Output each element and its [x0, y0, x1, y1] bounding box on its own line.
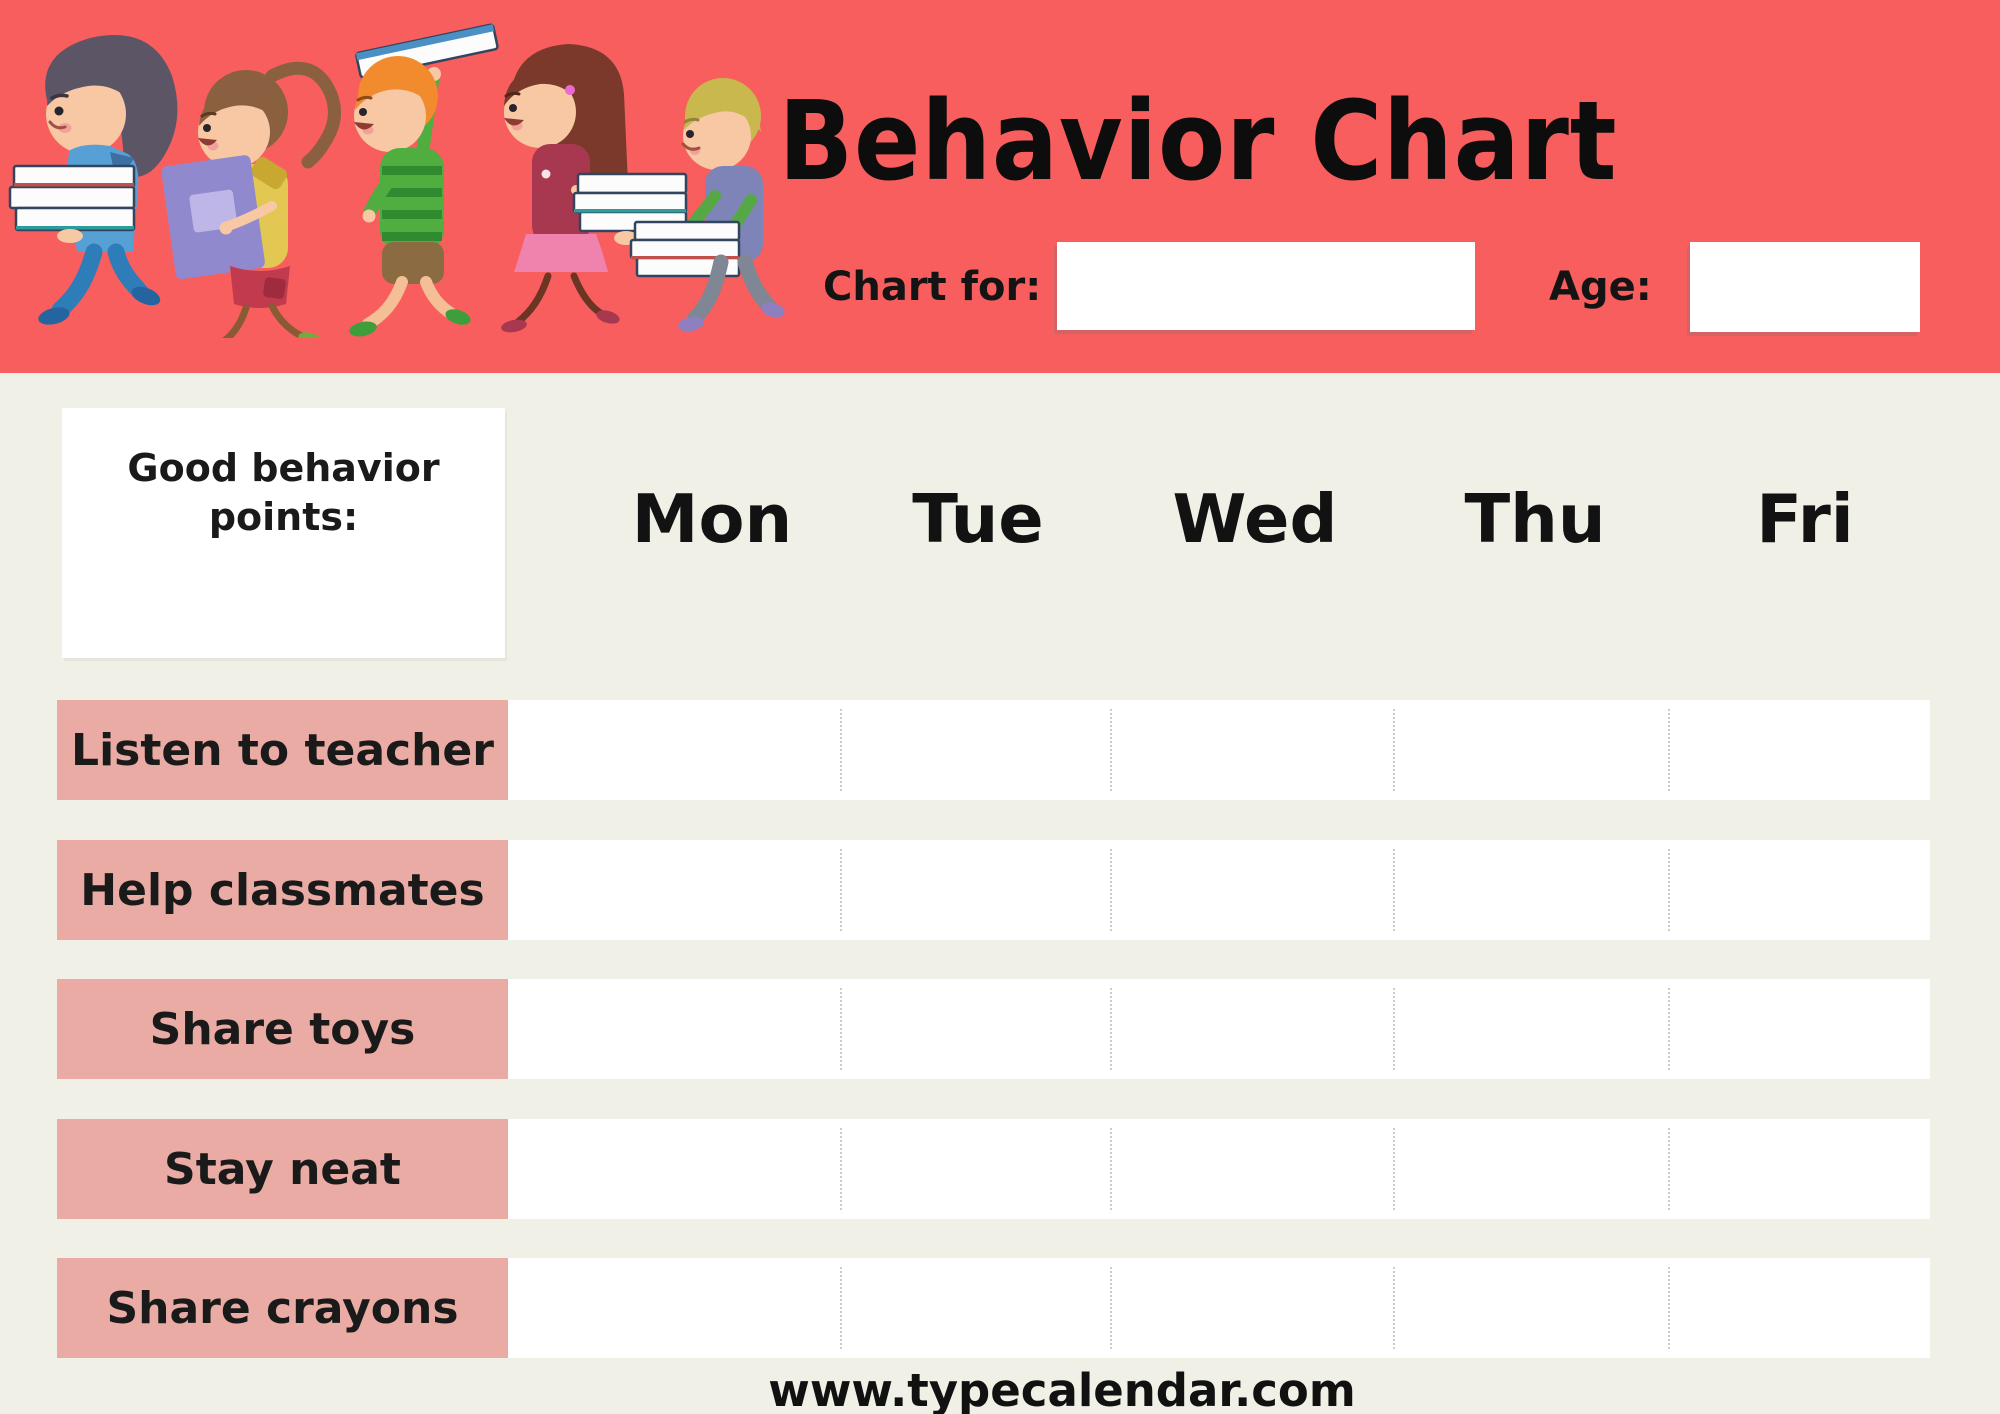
behavior-row [57, 1119, 1930, 1219]
day-header-fri: Fri [1756, 480, 1854, 558]
kid-girl-yellow [161, 68, 335, 338]
kid-boy-green [348, 24, 498, 338]
chart-for-input[interactable] [1057, 242, 1475, 330]
kids-with-books-illustration [8, 18, 798, 338]
day-cell[interactable] [841, 700, 1111, 800]
day-header-wed: Wed [1172, 480, 1338, 558]
website-url: www.typecalendar.com [768, 1364, 1356, 1414]
row-cells [508, 840, 1930, 940]
kid-boy-blue [10, 35, 177, 328]
day-cell[interactable] [841, 1119, 1111, 1219]
row-label-help-classmates: Help classmates [57, 840, 508, 940]
day-cell[interactable] [841, 1258, 1111, 1358]
day-cell[interactable] [841, 840, 1111, 940]
row-cells [508, 700, 1930, 800]
day-cell[interactable] [1111, 1258, 1394, 1358]
day-cell[interactable] [1394, 1119, 1669, 1219]
day-header-tue: Tue [912, 480, 1044, 558]
day-cell[interactable] [508, 1258, 841, 1358]
day-cell[interactable] [1394, 1258, 1669, 1358]
day-cell[interactable] [1111, 840, 1394, 940]
day-cell[interactable] [1111, 700, 1394, 800]
day-cell[interactable] [1669, 1258, 1930, 1358]
day-cell[interactable] [841, 979, 1111, 1079]
age-input[interactable] [1690, 242, 1920, 332]
row-label-stay-neat: Stay neat [57, 1119, 508, 1219]
row-cells [508, 979, 1930, 1079]
day-cell[interactable] [508, 1119, 841, 1219]
day-cell[interactable] [1669, 1119, 1930, 1219]
day-cell[interactable] [1111, 979, 1394, 1079]
behavior-row [57, 1258, 1930, 1358]
day-cell[interactable] [1669, 840, 1930, 940]
page-title: Behavior Chart [778, 76, 1618, 205]
row-label-share-crayons: Share crayons [57, 1258, 508, 1358]
good-behavior-points-label: Good behavior points: [127, 446, 440, 540]
behavior-row [57, 840, 1930, 940]
day-cell[interactable] [508, 979, 841, 1079]
day-cell[interactable] [1111, 1119, 1394, 1219]
day-cell[interactable] [1394, 979, 1669, 1079]
row-label-share-toys: Share toys [57, 979, 508, 1079]
day-cell[interactable] [1394, 840, 1669, 940]
kid-girl-maroon [500, 44, 686, 334]
row-cells [508, 1119, 1930, 1219]
day-cell[interactable] [1669, 979, 1930, 1079]
banner [0, 0, 2000, 373]
day-cell[interactable] [1669, 700, 1930, 800]
day-cell[interactable] [508, 700, 841, 800]
behavior-row [57, 700, 1930, 800]
day-cell[interactable] [508, 840, 841, 940]
chart-for-label: Chart for: [823, 264, 1042, 310]
age-label: Age: [1549, 264, 1652, 310]
good-behavior-points-box [62, 408, 505, 658]
row-label-listen-to-teacher: Listen to teacher [57, 700, 508, 800]
behavior-row [57, 979, 1930, 1079]
day-header-mon: Mon [631, 480, 793, 558]
day-cell[interactable] [1394, 700, 1669, 800]
day-header-thu: Thu [1464, 480, 1606, 558]
row-cells [508, 1258, 1930, 1358]
